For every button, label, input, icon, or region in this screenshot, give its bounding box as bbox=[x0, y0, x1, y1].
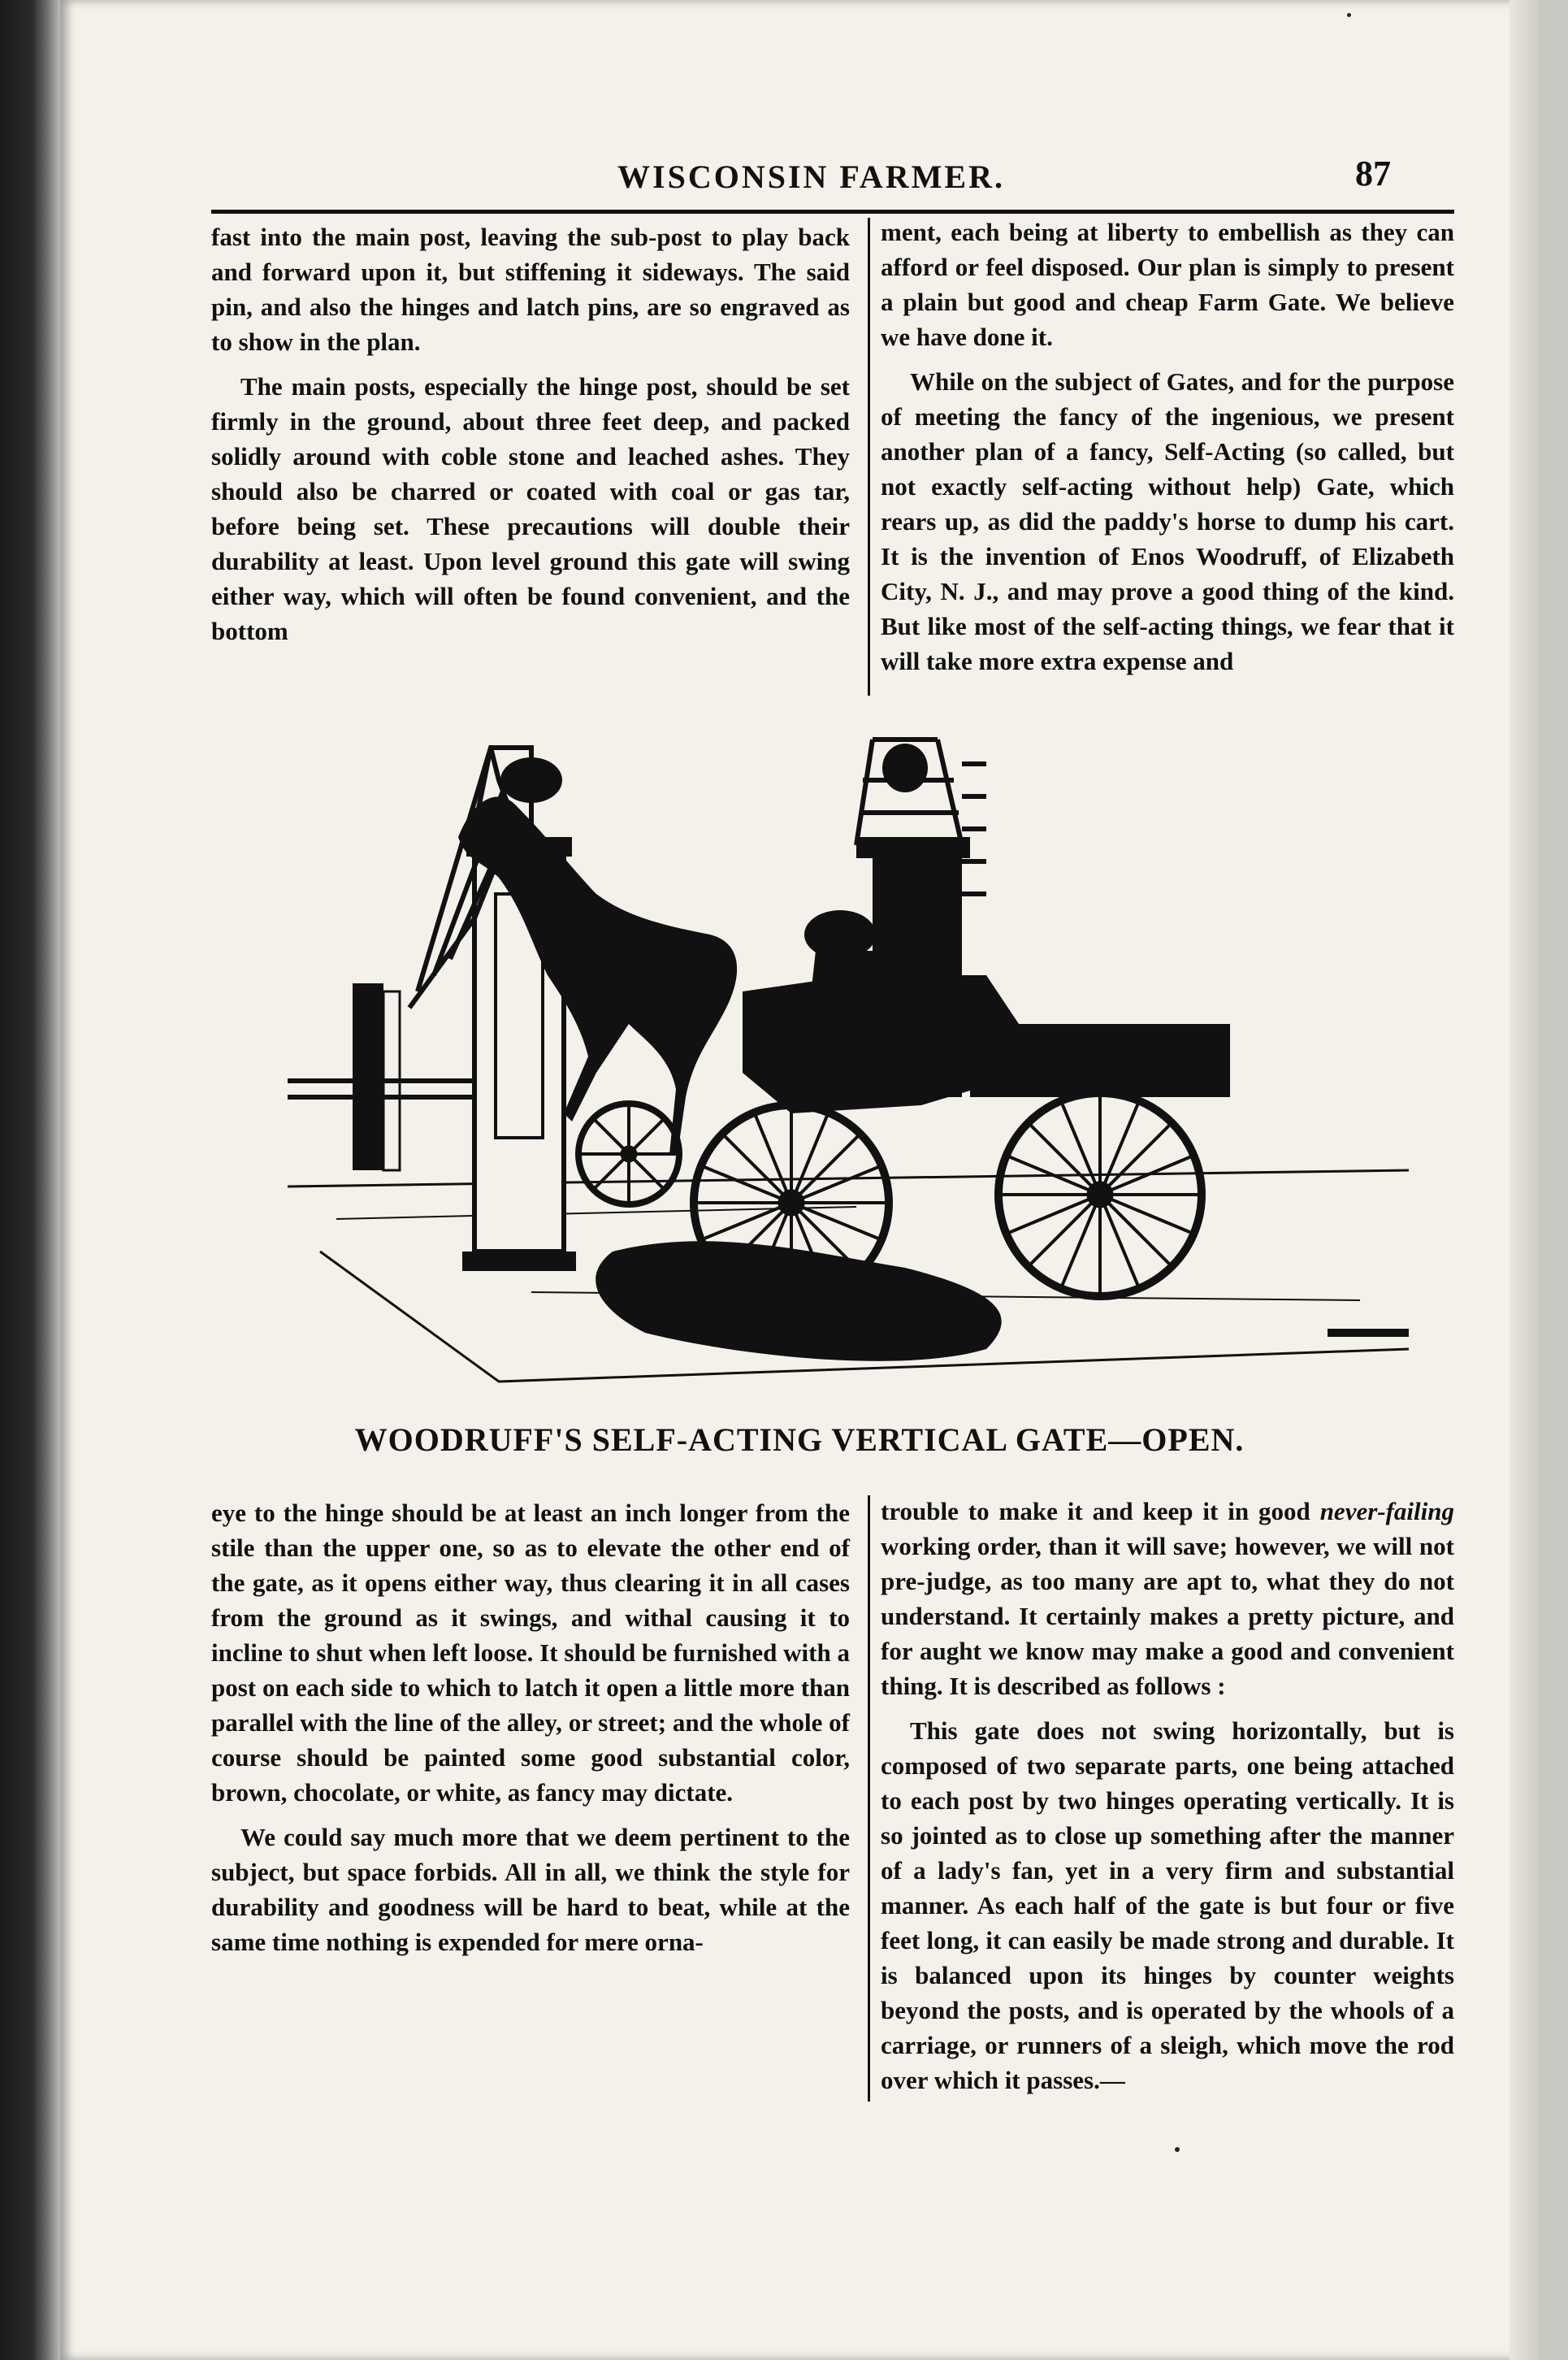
italic-text: never-failing bbox=[1319, 1497, 1454, 1525]
paragraph bbox=[881, 1494, 1454, 1703]
text-run: trouble to make it and keep it in good bbox=[881, 1497, 1320, 1525]
header-rule bbox=[211, 210, 1454, 214]
paragraph: eye to the hinge should be at least an inch longer from the stile than the upper one, so as to elevate the other end of the gate, as it opens either way, thus clearing it in all cases from the ground as it swings, and withal causing it to incline to shut when left loose. It should be furnished with a post on each side to which to latch it open a little more than parallel with the line of the alley, or street; and the whole of course should be painted some good substantial color, brown, chocolate, or white, as fancy may dictate. bbox=[211, 1499, 850, 1807]
column-bottom-right bbox=[881, 1494, 1454, 2111]
figure-caption: WOODRUFF'S SELF-ACTING VERTICAL GATE—OPEN. bbox=[354, 1421, 1245, 1458]
gate-engraving-illustration bbox=[288, 731, 1441, 1398]
page-edge bbox=[1510, 0, 1539, 2360]
column-top-left bbox=[211, 219, 850, 707]
running-head bbox=[60, 153, 1539, 202]
paragraph: ment, each being at liberty to embellish as they can afford or feel disposed. Our plan is simply to present a plain but good and cheap Farm Gate. We believe we have done it. bbox=[881, 218, 1454, 351]
paragraph: The main posts, especially the hinge post, should be set firmly in the ground, about three feet deep, and packed solidly around with coble stone and leached ashes. They should also be charred or coated with coal or gas tar, before being set. These precautions will double their durability at least. Upon level ground this gate will swing either way, which will often be found convenient, and the bottom bbox=[211, 372, 850, 645]
ink-speck bbox=[1347, 13, 1351, 17]
column-bottom-left bbox=[211, 1495, 850, 2105]
page bbox=[60, 0, 1539, 2360]
column-top-right bbox=[881, 215, 1454, 710]
paragraph: fast into the main post, leaving the sub-post to play back and forward upon it, but stiffening it sideways. The said pin, and also the hinges and latch pins, are so engraved as to show in the plan. bbox=[211, 223, 850, 356]
paragraph: This gate does not swing horizontally, but is composed of two separate parts, one being attached to each post by two hinges operating vertically. It is so jointed as to close up something after the manner of a lady's fan, yet in a very firm and substantial manner. As each half of the gate is but four or five feet long, it can easily be made strong and durable. It is balanced upon its hinges by counter weights beyond the posts, and is operated by the whools of a carriage, or runners of a sleigh, which move the rod over which it passes.— bbox=[881, 1716, 1454, 2094]
page-number: 87 bbox=[1355, 154, 1391, 193]
journal-title: WISCONSIN FARMER. bbox=[617, 158, 1005, 195]
column-divider bbox=[868, 1495, 870, 2102]
ink-speck bbox=[1175, 2147, 1180, 2152]
book-binding-edge bbox=[0, 0, 60, 2360]
text-run: working order, than it will save; however, we will not pre-judge, as too many are apt to, what they do not understand. It certainly makes a pretty picture, and for aught we know may make a good and convenient thing. It is described as follows : bbox=[881, 1532, 1454, 1700]
column-divider bbox=[868, 218, 870, 696]
paragraph: While on the subject of Gates, and for the purpose of meeting the fancy of the ingenious, we present another plan of a fancy, Self-Acting (so called, but not exactly self-acting without help) Gate, which rears up, as did the paddy's horse to dump his cart. It is the invention of Enos Woodruff, of Elizabeth City, N. J., and may prove a good thing of the kind. But like most of the self-acting things, we fear that it will take more extra expense and bbox=[881, 367, 1454, 675]
paragraph: We could say much more that we deem pertinent to the subject, but space forbids. All in all, we think the style for durability and goodness will be hard to beat, while at the same time nothing is expended for mere orna- bbox=[211, 1823, 850, 1956]
